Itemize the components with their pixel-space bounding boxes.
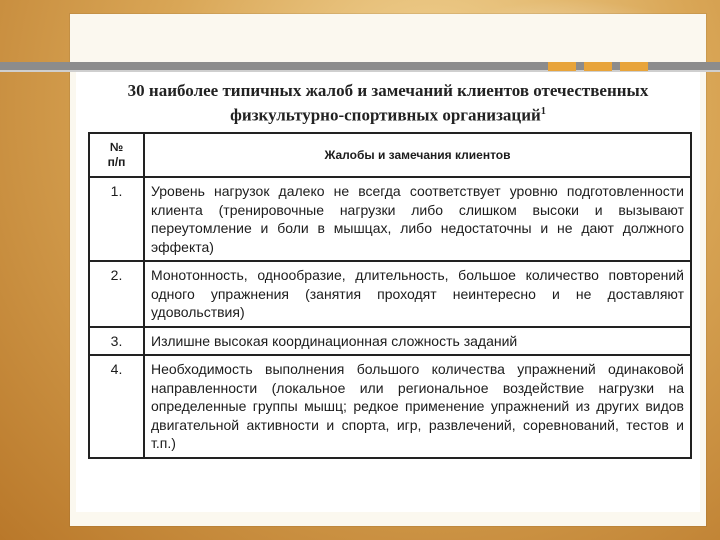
row-text: Излишне высокая координационная сложность заданий <box>144 327 691 356</box>
footnote-mark: 1 <box>540 106 546 117</box>
table-row <box>89 327 691 356</box>
title-line-1: 30 наиболее типичных жалоб и замечаний клиентов отечественных <box>127 81 649 100</box>
header-number: № п/п <box>89 133 144 177</box>
row-number: 4. <box>89 355 144 458</box>
accent-block-3 <box>620 62 648 71</box>
complaints-table <box>88 132 692 459</box>
row-number: 2. <box>89 261 144 327</box>
row-number: 3. <box>89 327 144 356</box>
row-text: Уровень нагрузок далеко не всегда соответствует уровню подготовленности клиента (тренировочные нагрузки либо слишком высоки и вызывают переутомление и боли в мышцах, либо недостаточны и не дают должного эффекта) <box>144 177 691 261</box>
table-header-row <box>89 133 691 177</box>
header-complaints: Жалобы и замечания клиентов <box>144 133 691 177</box>
accent-block-2 <box>584 62 612 71</box>
row-text: Монотонность, однообразие, длительность, большое количество повторений одного упражнения (занятия проходят неинтересно и не доставляют удовольствия) <box>144 261 691 327</box>
table-row <box>89 177 691 261</box>
row-number: 1. <box>89 177 144 261</box>
title-line-2: физкультурно-спортивных организаций$^1$ <box>230 105 546 125</box>
table-row <box>89 355 691 458</box>
document-scan <box>76 72 700 512</box>
document-title <box>76 80 700 126</box>
table-row <box>89 261 691 327</box>
top-divider-bar <box>0 62 720 70</box>
accent-block-1 <box>548 62 576 71</box>
row-text: Необходимость выполнения большого количества упражнений одинаковой направленности (локальное или региональное воздействие нагрузки на определенные группы мышц; редкое применение упражнений из других видов двигательной активности и спорта, игр, развлечений, соревнований, тестов и т.п.) <box>144 355 691 458</box>
